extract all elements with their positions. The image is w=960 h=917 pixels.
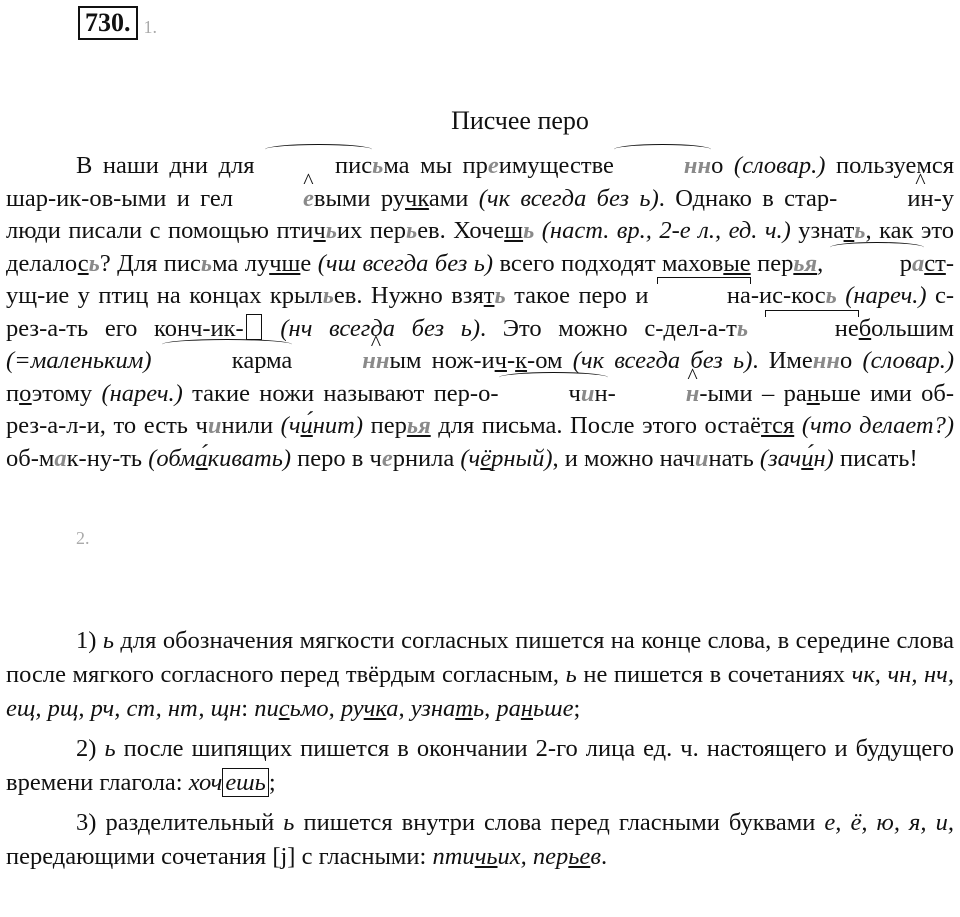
rules-list: [6, 624, 954, 880]
part-2-label: 2.: [76, 528, 90, 548]
exercise-number: 730.: [78, 6, 138, 40]
main-paragraph: В наши дни для письма мы преимуществе нно (словар.) пользуемся шар-ик-ов-ыми и гел е ^выми ручками (чк всегда без ь). Однако в стар- ин ^-у люди писали с помощью птичьих перьев. Хочешь (наст. вр., 2-е л., ед. ч.) узнать, как это делалось? Для письма лучше (чш всегда без ь) всего подходят маховые перья, раст-ущ-ие у птиц на концах крыльев. Нужно взять такое перо и на-ис-кось (нареч.) с-рез-а-ть его конч-ик- (нч всегда без ь). Это можно с-дел-а-ть небольшим (=маленьким) карма нн ^ым нож-ич-к-ом (чк всегда без ь). Именно (словар.) поэтому (нареч.) такие ножи называют пер-о- чин- н ^-ыми – раньше ими об-рез-а-л-и, то есть чинили (чи́нит) перья для письма. После этого остаётся (что делает?) об-мак-ну-ть (обма́кивать) перо в чернила (чёрный), и можно начинать (зачи́н) писать!: [6, 150, 954, 475]
text-title: Писчее перо: [451, 106, 589, 135]
exercise-header: [78, 6, 157, 40]
rule-item: 2) ь после шипящих пишется в окончании 2-го лица ед. ч. настоящего и будущего времени глагола: хоч ешь ;: [6, 735, 954, 796]
rule-item: 3) разделительный ь пишется внутри слова перед гласными буквами е, ё, ю, я, и, передающими сочетания [j] с гласными: птичьих, перьев.: [6, 809, 954, 870]
main-text: [6, 150, 954, 475]
rule-item: 1) ь для обозначения мягкости согласных пишется на конце слова, в середине слова после мягкого согласного перед твёрдым согласным, ь не пишется в сочетаниях чк, чн, нч, ещ, рщ, рч, ст, нт, щн: письмо, ручка, узнать, раньше;: [6, 627, 954, 722]
part-1-label: 1.: [143, 16, 157, 37]
